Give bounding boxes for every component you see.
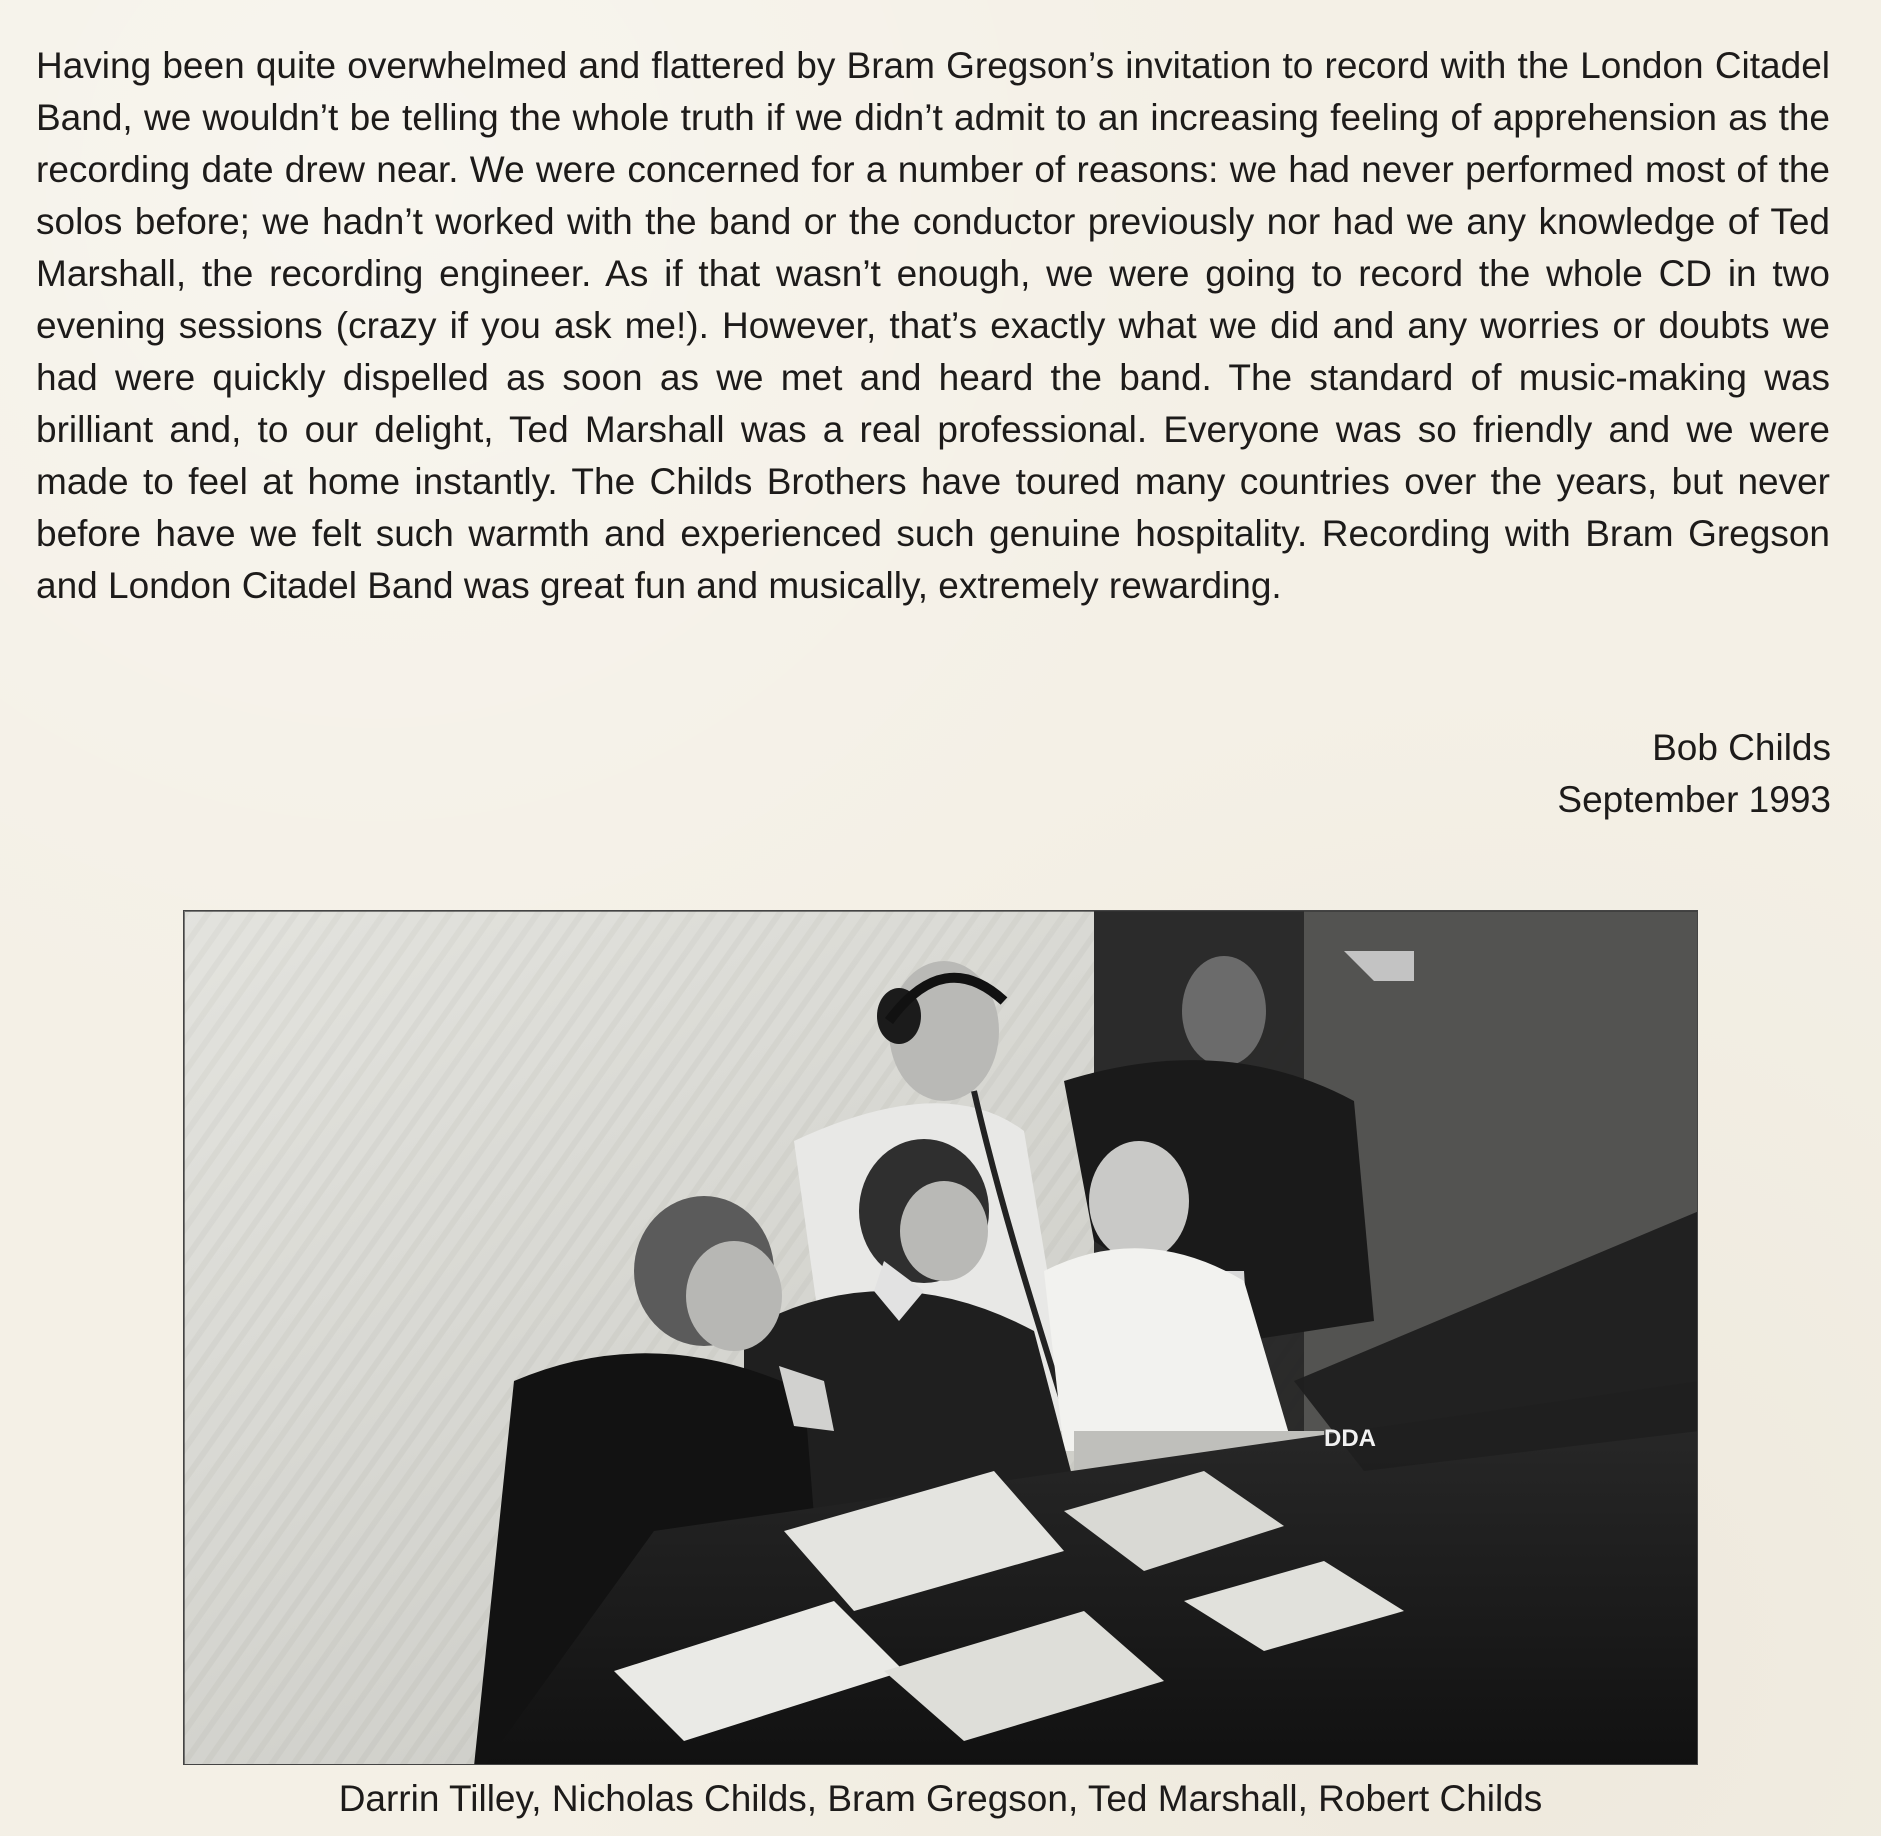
- photo-caption: Darrin Tilley, Nicholas Childs, Bram Gregson, Ted Marshall, Robert Childs: [338, 1778, 1543, 1819]
- signature-block: [1311, 722, 1831, 826]
- body-text-block: [36, 40, 1830, 612]
- photo-illustration: [184, 911, 1698, 1765]
- signature-name: Bob Childs: [1652, 727, 1831, 768]
- console-brand-label: DDA: [1324, 1425, 1376, 1452]
- body-paragraph: Having been quite overwhelmed and flattered by Bram Gregson’s invitation to record with the London Citadel Band, we wouldn’t be telling the whole truth if we didn’t admit to an increasing feeling of apprehension as the recording date drew near. We were concerned for a number of reasons: we had never performed most of the solos before; we hadn’t worked with the band or the conductor previously nor had we any knowledge of Ted Marshall, the recording engineer. As if that wasn’t enough, we were going to record the whole CD in two evening sessions (crazy if you ask me!). However, that’s exactly what we did and any worries or doubts we had were quickly dispelled as soon as we met and heard the band. The standard of music-making was brilliant and, to our delight, Ted Marshall was a real professional. Everyone was so friendly and we were made to feel at home instantly. The Childs Brothers have toured many countries over the years, but never before have we felt such warmth and experienced such genuine hospitality. Recording with Bram Gregson and London Citadel Band was great fun and musically, extremely rewarding.: [36, 45, 1830, 606]
- signature-date: September 1993: [1557, 779, 1831, 820]
- recording-session-photo: [183, 910, 1698, 1765]
